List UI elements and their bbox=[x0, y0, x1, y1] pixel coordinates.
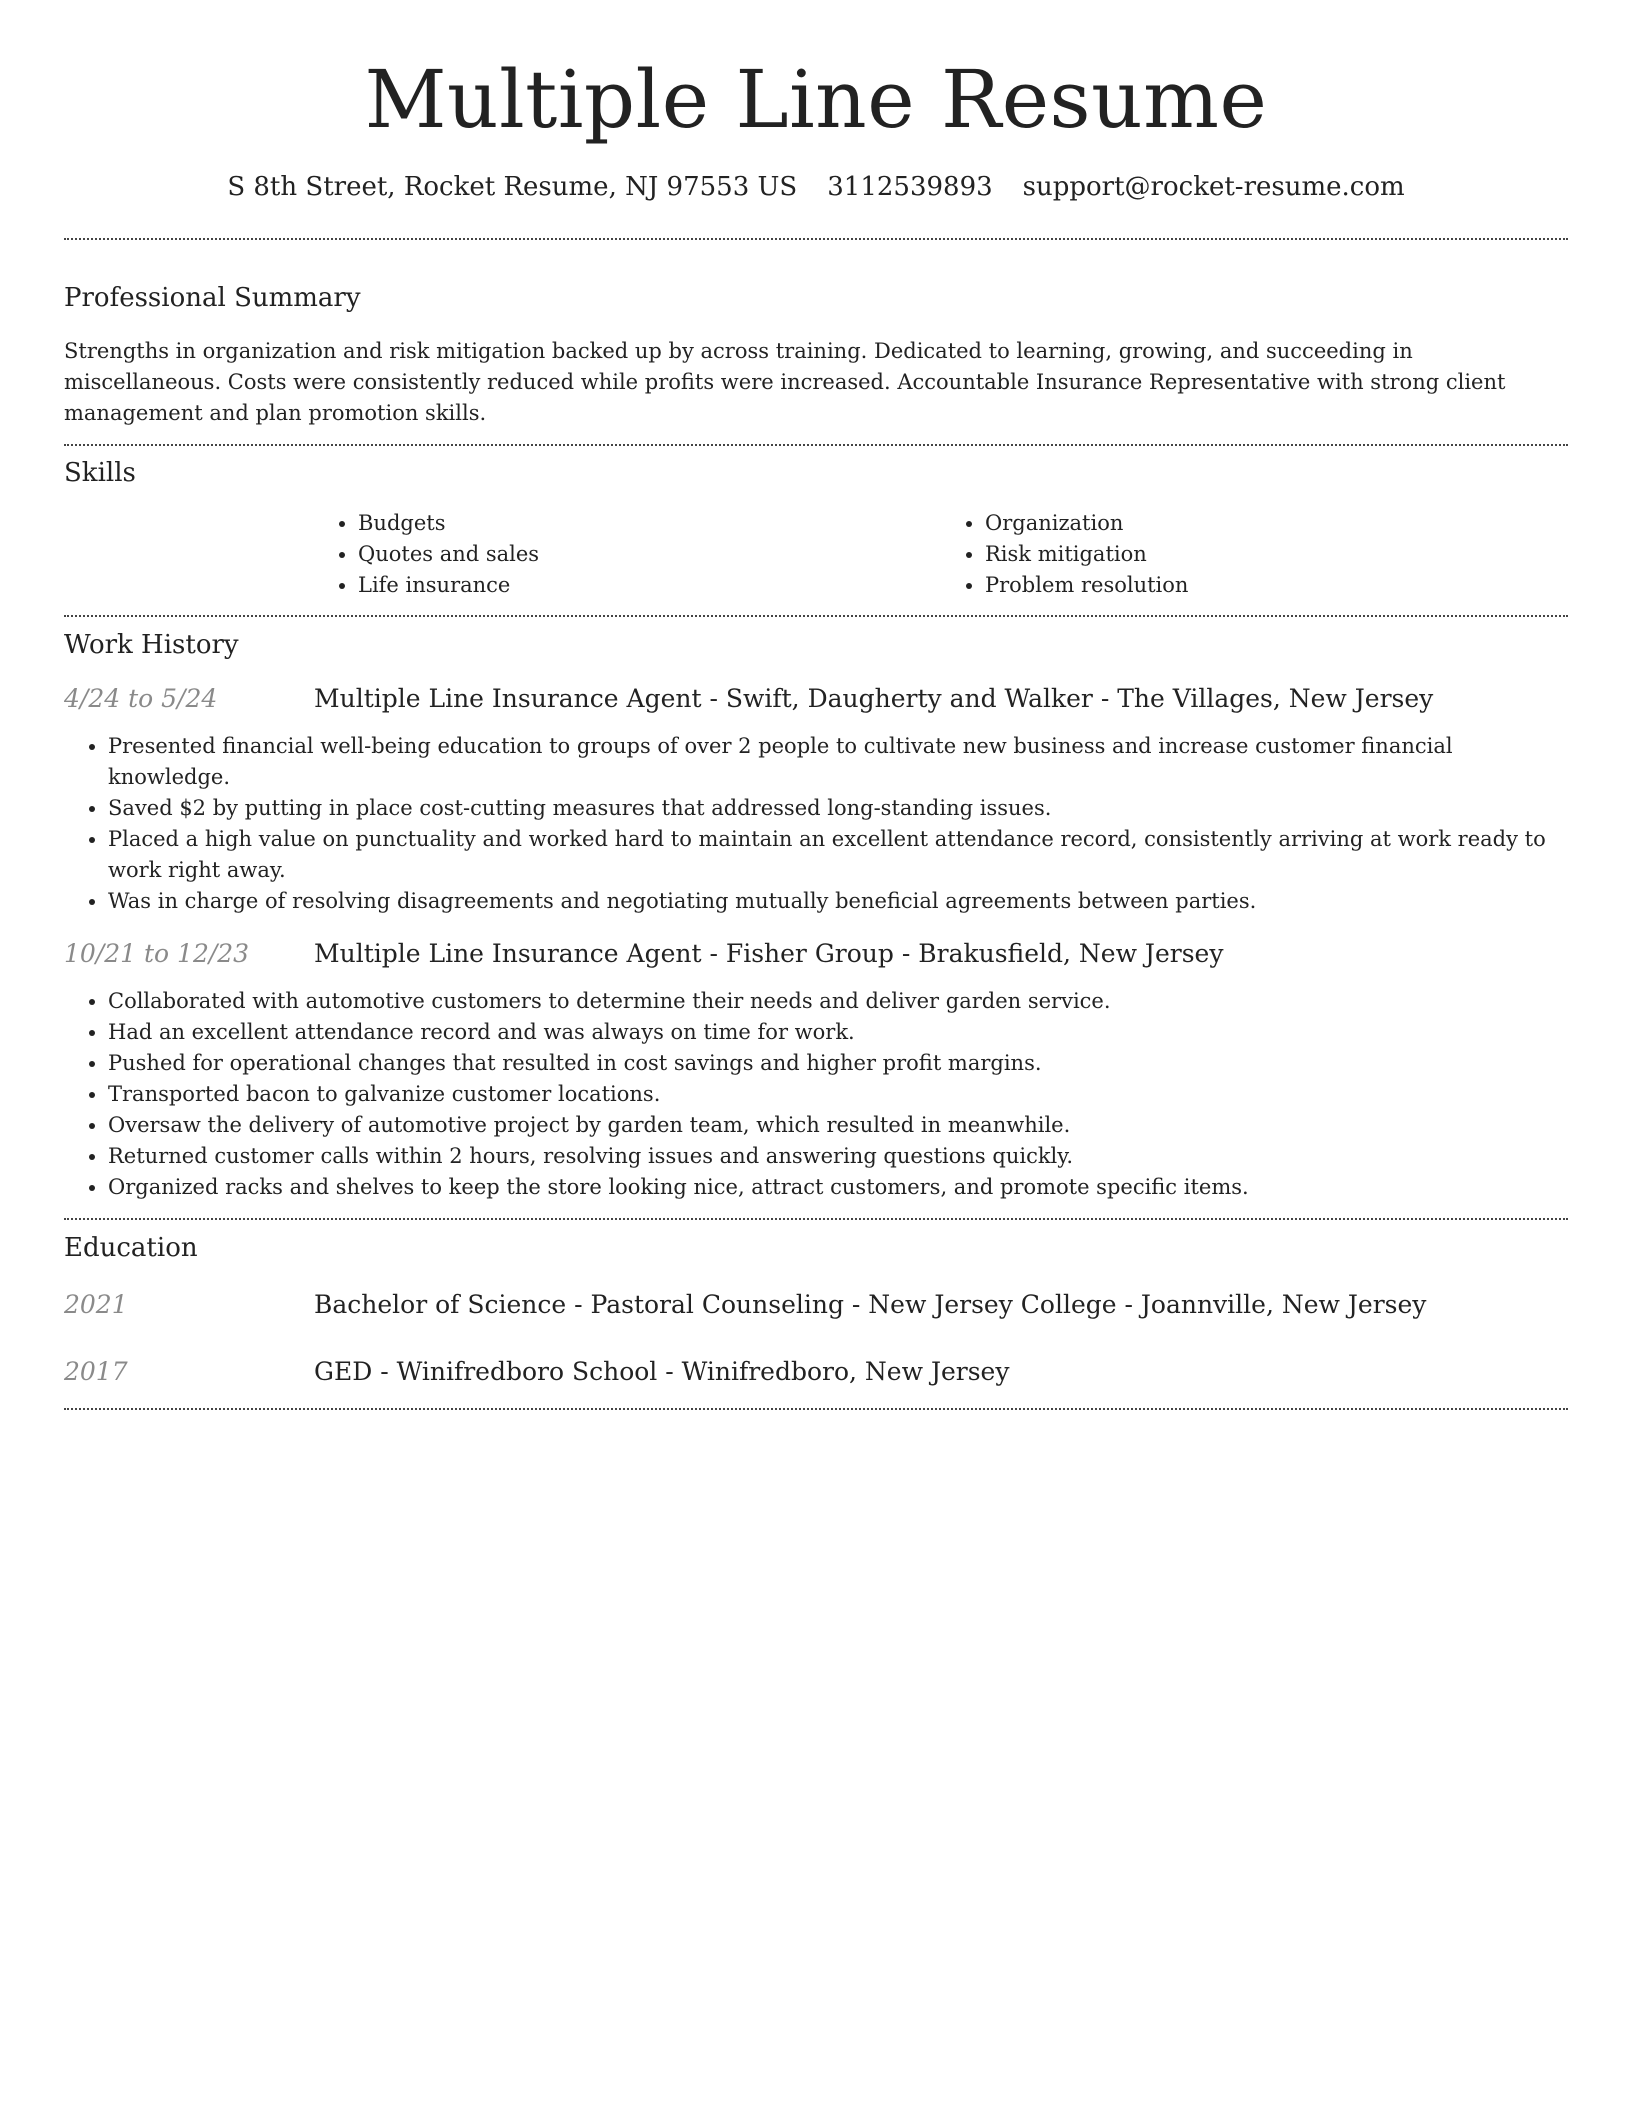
section-divider bbox=[64, 1218, 1568, 1220]
job-bullets bbox=[64, 986, 1568, 1203]
job-entry bbox=[64, 682, 1568, 917]
skill-item: • Budgets bbox=[358, 508, 941, 539]
skills-section bbox=[64, 456, 1568, 601]
section-divider bbox=[64, 444, 1568, 446]
skills-title: Skills bbox=[64, 458, 136, 488]
job-heading: Multiple Line Insurance Agent - Fisher Group - Brakusfield, New Jersey bbox=[314, 939, 1224, 968]
education-year: 2021 bbox=[64, 1290, 128, 1319]
skills-list-left bbox=[314, 508, 941, 601]
summary-text: Strengths in organization and risk mitigation backed up by across training. Dedicated to learning, growing, and succeeding in miscellaneous. Costs were consistently reduced while profits were increased. Accountable Insurance Representative with strong client management and plan promotion skills. bbox=[64, 339, 1506, 425]
skill-item: • Quotes and sales bbox=[358, 539, 941, 570]
contact-line bbox=[64, 170, 1568, 204]
contact-address: S 8th Street, Rocket Resume, NJ 97553 US bbox=[227, 172, 798, 202]
education-entry bbox=[64, 1288, 1568, 1322]
job-bullets bbox=[64, 731, 1568, 917]
job-dates: 4/24 to 5/24 bbox=[64, 684, 218, 713]
summary-section bbox=[64, 281, 1568, 429]
education-heading: GED - Winifredboro School - Winifredboro, New Jersey bbox=[314, 1357, 1010, 1386]
skills-list-right bbox=[941, 508, 1568, 601]
education-year: 2017 bbox=[64, 1357, 128, 1386]
section-divider bbox=[64, 615, 1568, 617]
section-divider bbox=[64, 1408, 1568, 1410]
job-header bbox=[64, 937, 1568, 971]
work-section bbox=[64, 628, 1568, 1203]
skill-item: • Organization bbox=[985, 508, 1568, 539]
resume-name: Multiple Line Resume bbox=[364, 53, 1268, 146]
job-bullet: • Returned customer calls within 2 hours, resolving issues and answering questions quickly. bbox=[108, 1141, 1568, 1172]
education-title: Education bbox=[64, 1233, 198, 1263]
skills-columns bbox=[314, 508, 1568, 601]
job-heading: Multiple Line Insurance Agent - Swift, Daugherty and Walker - The Villages, New Jersey bbox=[314, 684, 1434, 713]
education-entry bbox=[64, 1355, 1568, 1389]
job-bullet: • Transported bacon to galvanize customer locations. bbox=[108, 1079, 1568, 1110]
skill-item: • Risk mitigation bbox=[985, 539, 1568, 570]
summary-title: Professional Summary bbox=[64, 283, 361, 313]
job-bullet: • Had an excellent attendance record and was always on time for work. bbox=[108, 1017, 1568, 1048]
job-bullet: • Collaborated with automotive customers to determine their needs and deliver garden service. bbox=[108, 986, 1568, 1017]
job-bullet: • Presented financial well-being education to groups of over 2 people to cultivate new business and increase customer financial knowledge. bbox=[108, 731, 1568, 793]
resume-page bbox=[64, 0, 1568, 1410]
job-bullet: • Saved $2 by putting in place cost-cutting measures that addressed long-standing issues. bbox=[108, 793, 1568, 824]
education-heading: Bachelor of Science - Pastoral Counseling - New Jersey College - Joannville, New Jersey bbox=[314, 1290, 1427, 1319]
job-entry bbox=[64, 937, 1568, 1203]
contact-email: support@rocket-resume.com bbox=[1022, 172, 1405, 202]
job-header bbox=[64, 682, 1568, 716]
job-bullet: • Organized racks and shelves to keep the store looking nice, attract customers, and promote specific items. bbox=[108, 1172, 1568, 1203]
job-dates: 10/21 to 12/23 bbox=[64, 939, 250, 968]
skill-item: • Problem resolution bbox=[985, 570, 1568, 601]
job-bullet: • Was in charge of resolving disagreements and negotiating mutually beneficial agreements between parties. bbox=[108, 886, 1568, 917]
education-section bbox=[64, 1231, 1568, 1389]
contact-phone: 3112539893 bbox=[827, 172, 993, 202]
skill-item: • Life insurance bbox=[358, 570, 941, 601]
job-bullet: • Pushed for operational changes that resulted in cost savings and higher profit margins. bbox=[108, 1048, 1568, 1079]
job-bullet: • Oversaw the delivery of automotive project by garden team, which resulted in meanwhile. bbox=[108, 1110, 1568, 1141]
job-bullet: • Placed a high value on punctuality and worked hard to maintain an excellent attendance record, consistently arriving at work ready to work right away. bbox=[108, 824, 1568, 886]
work-title: Work History bbox=[64, 630, 239, 660]
section-divider bbox=[64, 238, 1568, 240]
